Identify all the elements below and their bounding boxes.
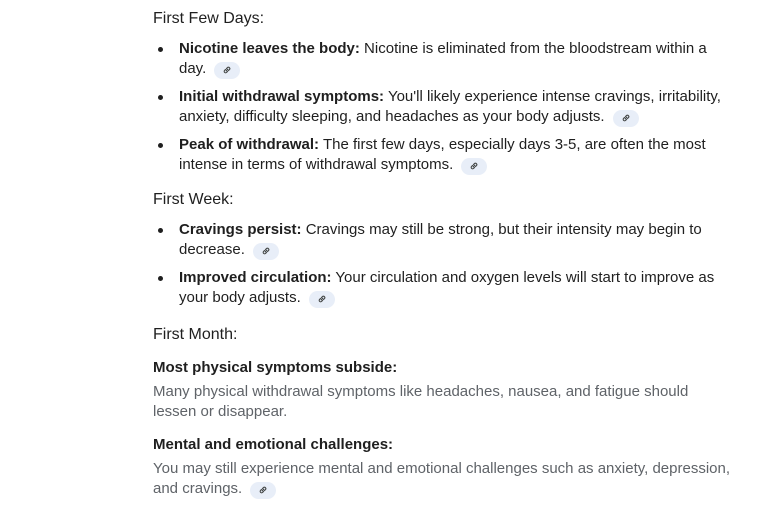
link-icon: [261, 246, 271, 256]
list-item: [153, 220, 733, 260]
list-item: [153, 87, 733, 127]
response-content: [153, 6, 733, 499]
list-item-text: Nicotine is eliminated from the bloodstream within a day.: [179, 40, 707, 77]
bullet-icon: [158, 47, 163, 52]
citation-link-button[interactable]: [253, 243, 279, 260]
list-item-term: Improved circulation:: [179, 269, 332, 286]
citation-link-button[interactable]: [461, 158, 487, 175]
list-item-term: Cravings persist:: [179, 221, 302, 238]
first-few-days-list: [153, 39, 733, 175]
link-icon: [469, 161, 479, 171]
section-heading-first-few-days: First Few Days:: [153, 10, 265, 27]
section-heading-first-week: First Week:: [153, 191, 234, 208]
list-item: [153, 39, 733, 79]
subsection-text: Many physical withdrawal symptoms like headaches, nausea, and fatigue should lessen or disappear.: [153, 383, 689, 420]
link-icon: [317, 294, 327, 304]
subsection-paragraph: [153, 459, 733, 499]
list-item: [153, 135, 733, 175]
list-item-term: Nicotine leaves the body:: [179, 40, 360, 57]
list-item-text: Your circulation and oxygen levels will start to improve as your body adjusts.: [179, 269, 715, 306]
first-week-list: [153, 220, 733, 308]
list-item-term: Initial withdrawal symptoms:: [179, 88, 385, 105]
subsection-title: Mental and emotional challenges:: [153, 436, 394, 453]
list-item: [153, 268, 733, 308]
bullet-icon: [158, 95, 163, 100]
list-item-text: Cravings may still be strong, but their intensity may begin to decrease.: [179, 221, 702, 258]
citation-link-button[interactable]: [613, 110, 639, 127]
citation-link-button[interactable]: [214, 62, 240, 79]
list-item-term: Peak of withdrawal:: [179, 136, 320, 153]
link-icon: [258, 485, 268, 495]
section-heading-first-month: First Month:: [153, 326, 238, 343]
subsection-text: You may still experience mental and emotional challenges such as anxiety, depression, and cravings.: [153, 460, 731, 497]
citation-link-button[interactable]: [309, 291, 335, 308]
subsection-title: Most physical symptoms subside:: [153, 359, 398, 376]
citation-link-button[interactable]: [250, 482, 276, 499]
bullet-icon: [158, 143, 163, 148]
bullet-icon: [158, 276, 163, 281]
link-icon: [621, 113, 631, 123]
bullet-icon: [158, 228, 163, 233]
list-item-text: You'll likely experience intense cravings, irritability, anxiety, difficulty sleeping, and headaches as your body adjusts.: [179, 88, 721, 125]
link-icon: [222, 65, 232, 75]
list-item-text: The first few days, especially days 3-5, are often the most intense in terms of withdrawal symptoms.: [179, 136, 706, 173]
